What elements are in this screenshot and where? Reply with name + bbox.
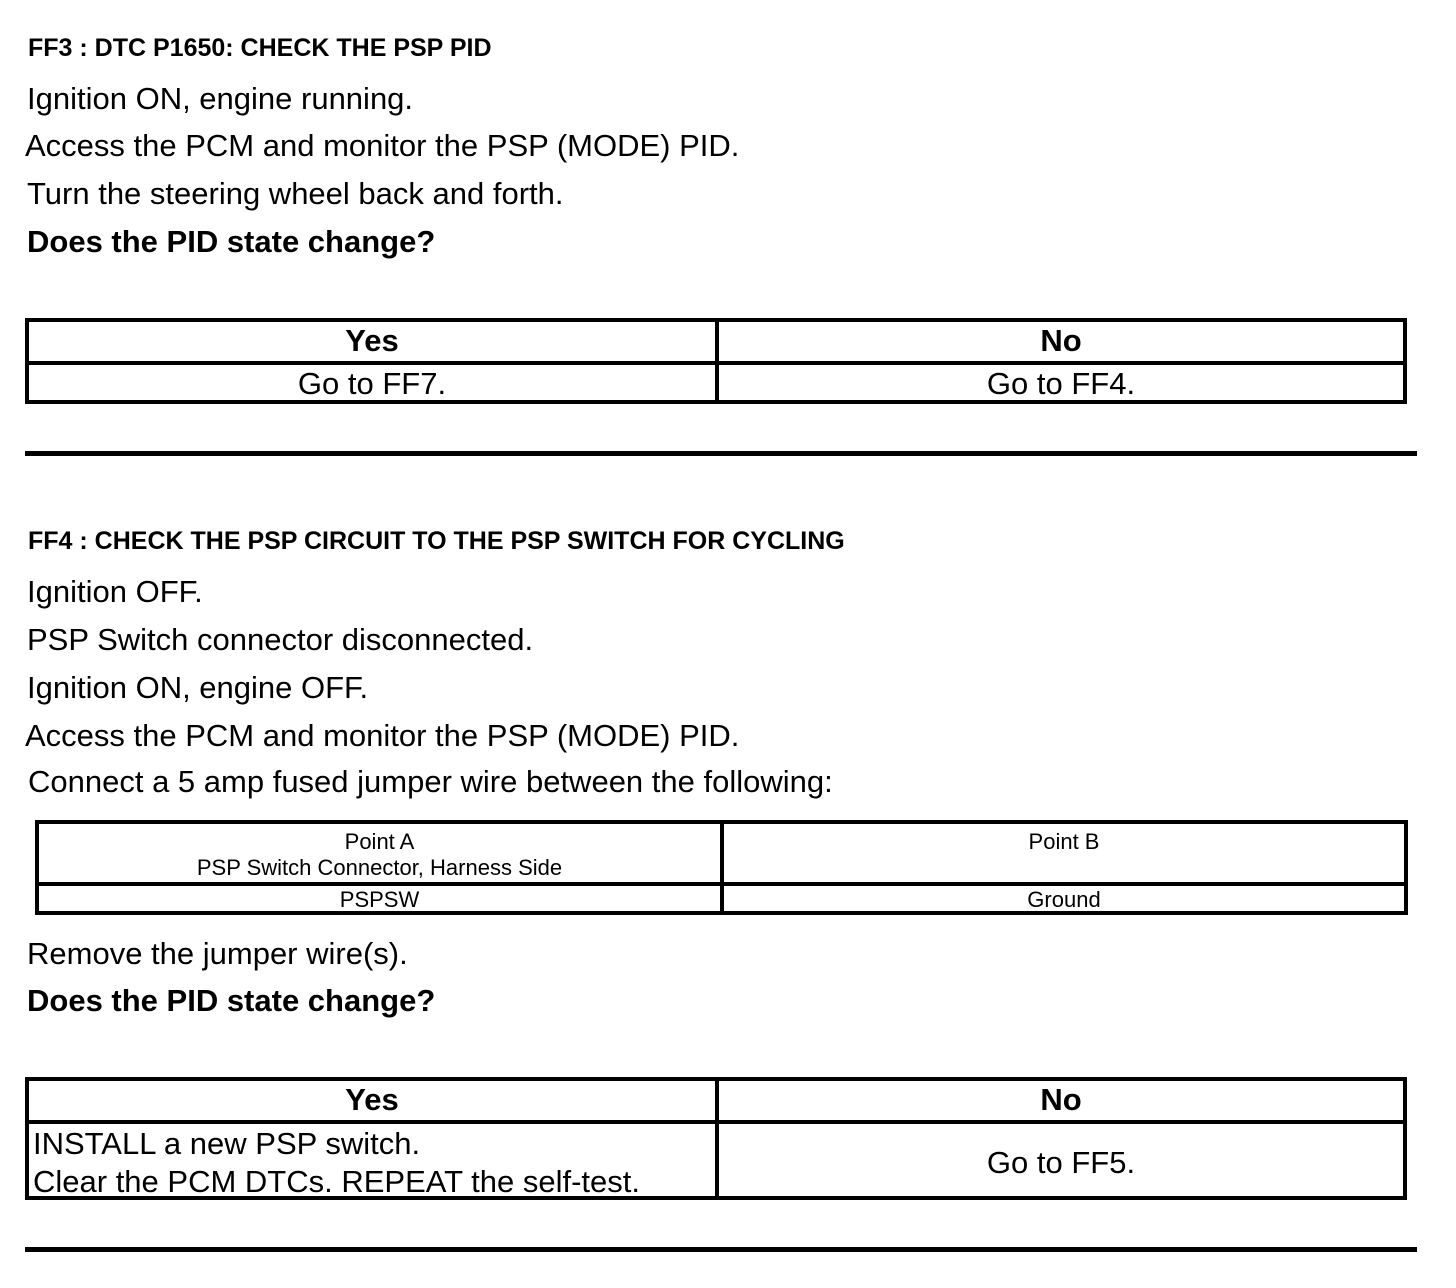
ff3-heading: FF3 : DTC P1650: CHECK THE PSP PID [28, 34, 492, 62]
point-a-header: Point A [344, 829, 415, 854]
point-a-value: PSPSW [339, 887, 420, 912]
section-divider [25, 451, 1417, 456]
ff3-no-action: Go to FF4. [986, 366, 1136, 401]
ff4-step-4: Access the PCM and monitor the PSP (MODE) PID. [25, 718, 740, 753]
ff4-heading: FF4 : CHECK THE PSP CIRCUIT TO THE PSP SWITCH FOR CYCLING [28, 527, 845, 555]
ff4-step-5: Connect a 5 amp fused jumper wire between the following: [28, 764, 833, 799]
ff4-yes-header: Yes [345, 1082, 399, 1117]
point-a-subheader: PSP Switch Connector, Harness Side [196, 855, 563, 880]
ff3-result-table [25, 318, 1407, 404]
ff3-yes-action: Go to FF7. [297, 366, 447, 401]
point-b-value: Ground [1027, 887, 1101, 912]
ff4-question: Does the PID state change? [27, 983, 436, 1018]
ff4-after-step: Remove the jumper wire(s). [27, 936, 408, 971]
ff4-yes-action-line-2: Clear the PCM DTCs. REPEAT the self-test. [33, 1164, 640, 1199]
ff4-step-1: Ignition OFF. [27, 574, 203, 609]
ff4-step-3: Ignition ON, engine OFF. [27, 670, 369, 705]
ff3-question: Does the PID state change? [27, 224, 436, 259]
section-divider [25, 1247, 1417, 1252]
jumper-table [35, 820, 1408, 915]
ff4-step-2: PSP Switch connector disconnected. [27, 622, 534, 657]
ff4-no-action: Go to FF5. [986, 1145, 1136, 1180]
point-b-header: Point B [1028, 829, 1100, 854]
ff3-step-1: Ignition ON, engine running. [27, 81, 414, 116]
ff4-result-table [25, 1077, 1407, 1200]
ff3-step-3: Turn the steering wheel back and forth. [27, 176, 564, 211]
ff4-yes-action-line-1: INSTALL a new PSP switch. [33, 1126, 421, 1161]
ff3-no-header: No [1040, 323, 1082, 358]
ff3-step-2: Access the PCM and monitor the PSP (MODE) PID. [25, 128, 740, 163]
ff4-no-header: No [1040, 1082, 1082, 1117]
ff3-yes-header: Yes [345, 323, 399, 358]
